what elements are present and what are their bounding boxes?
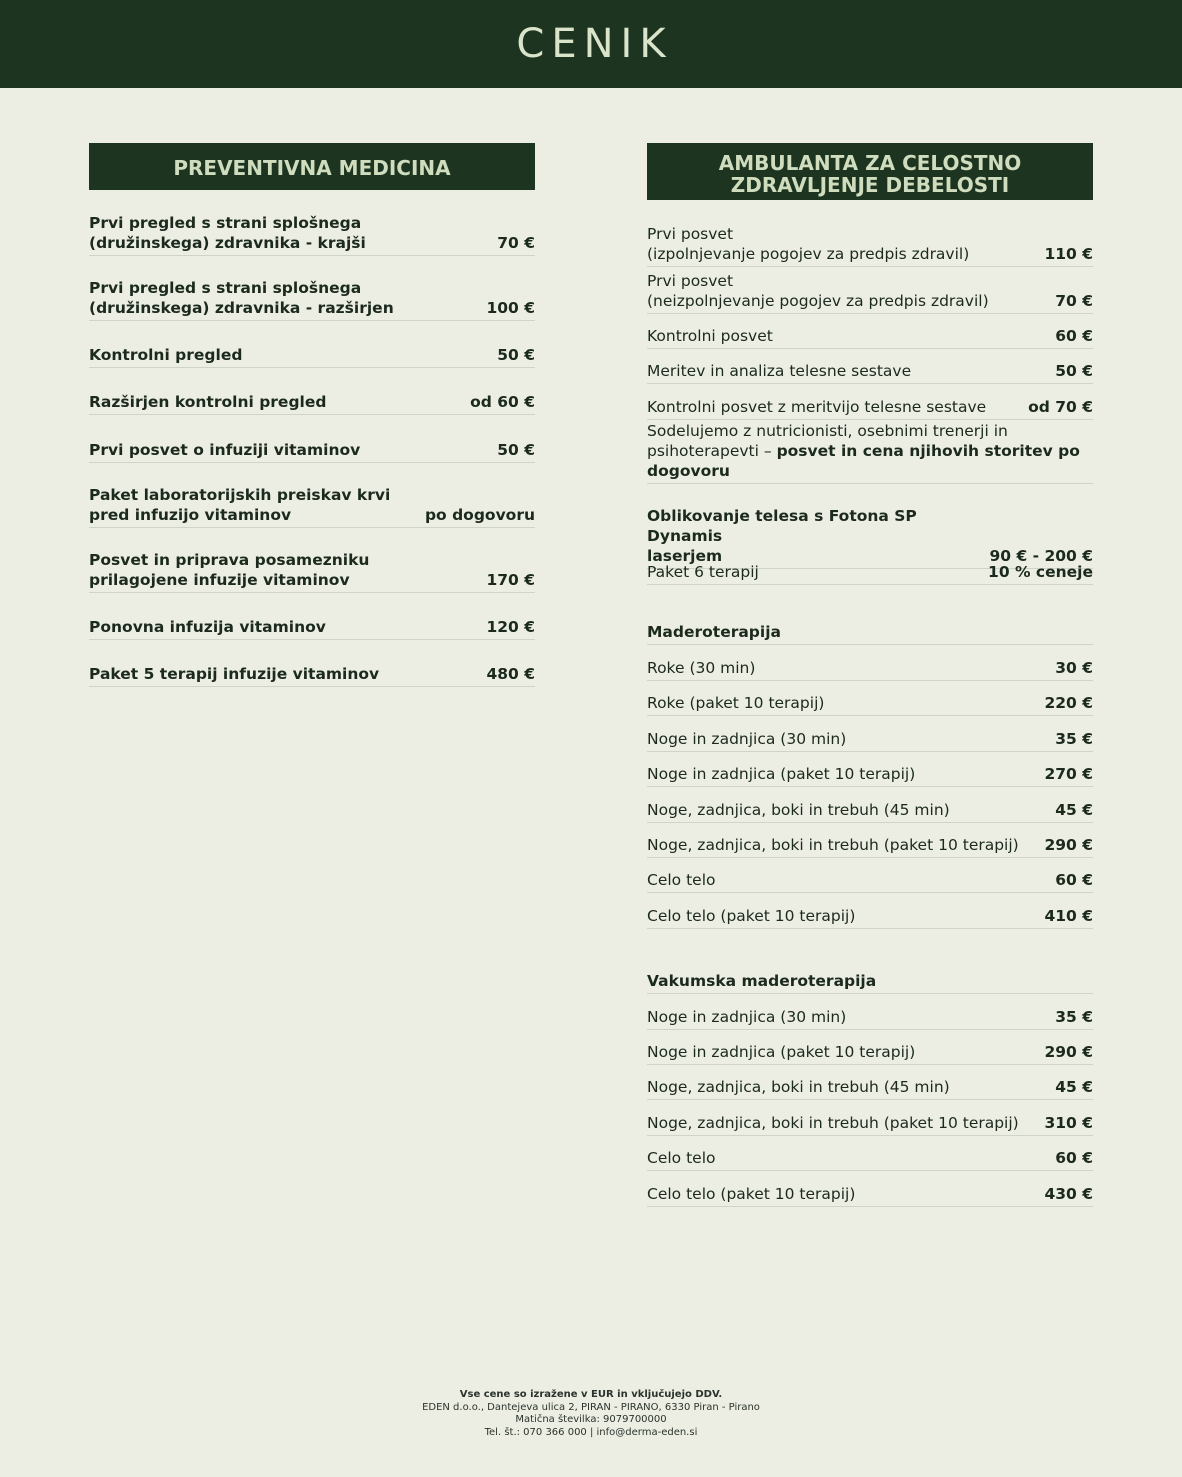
price-row: Noge in zadnjica (30 min) 35 € [647, 729, 1093, 752]
price: 100 € [486, 299, 535, 317]
price: 270 € [1044, 765, 1093, 783]
price: 45 € [1055, 801, 1093, 819]
price-row: Kontrolni posvet z meritvijo telesne sestave od 70 € [647, 397, 1093, 420]
price-row: Ponovna infuzija vitaminov 120 € [89, 617, 535, 640]
price-row: Meritev in analiza telesne sestave 50 € [647, 361, 1093, 384]
price: 110 € [1044, 245, 1093, 263]
price: 70 € [1055, 292, 1093, 310]
footer [0, 1389, 1182, 1439]
contact-info: Tel. št.: 070 366 000 | info@derma-eden.si [484, 1426, 698, 1438]
price: 220 € [1044, 694, 1093, 712]
price: od 70 € [1028, 398, 1093, 416]
price-row: Kontrolni pregled 50 € [89, 345, 535, 368]
price: 50 € [497, 346, 535, 364]
price-row: Paket laboratorijskih preiskav krvi pred infuzijo vitaminov po dogovoru [89, 485, 535, 528]
price-row: Celo telo (paket 10 terapij) 430 € [647, 1184, 1093, 1207]
price-row: Paket 6 terapij 10 % ceneje [647, 562, 1093, 585]
company-address: EDEN d.o.o., Dantejeva ulica 2, PIRAN - PIRANO, 6330 Piran - Pirano [422, 1401, 760, 1413]
price-row: Noge in zadnjica (paket 10 terapij) 270 € [647, 764, 1093, 787]
obesity-clinic-section [647, 143, 1093, 1203]
preventive-medicine-section [89, 143, 535, 683]
vacuum-maderotherapy-heading: Vakumska maderoterapija [647, 971, 1093, 994]
price-row: Prvi pregled s strani splošnega (družinskega) zdravnika - razširjen 100 € [89, 278, 535, 321]
section-banner-preventive: PREVENTIVNA MEDICINA [89, 143, 535, 190]
price-row: Celo telo 60 € [647, 1148, 1093, 1171]
price: od 60 € [470, 393, 535, 411]
price-row: Roke (paket 10 terapij) 220 € [647, 693, 1093, 716]
price-row: Prvi pregled s strani splošnega (družinskega) zdravnika - krajši 70 € [89, 213, 535, 256]
page-title: CENIK [516, 21, 673, 67]
price: 50 € [1055, 362, 1093, 380]
price: 60 € [1055, 1149, 1093, 1167]
price-row: Oblikovanje telesa s Fotona SP Dynamis laserjem 90 € - 200 € [647, 506, 1093, 569]
price-row: Prvi posvet (izpolnjevanje pogojev za predpis zdravil) 110 € [647, 224, 1093, 267]
price: 430 € [1044, 1185, 1093, 1203]
price-row: Noge, zadnjica, boki in trebuh (paket 10 terapij) 290 € [647, 835, 1093, 858]
price: 480 € [486, 665, 535, 683]
price: 45 € [1055, 1078, 1093, 1096]
price: po dogovoru [424, 506, 535, 524]
price: 35 € [1055, 1008, 1093, 1026]
price-row: Noge in zadnjica (paket 10 terapij) 290 € [647, 1042, 1093, 1065]
section-banner-obesity: AMBULANTA ZA CELOSTNO ZDRAVLJENJE DEBELOSTI [647, 143, 1093, 200]
header-bar [0, 0, 1182, 88]
price-row: Noge, zadnjica, boki in trebuh (45 min) 45 € [647, 1077, 1093, 1100]
price: 170 € [486, 571, 535, 589]
price: 50 € [497, 441, 535, 459]
price-row: Noge in zadnjica (30 min) 35 € [647, 1007, 1093, 1030]
maderotherapy-heading: Maderoterapija [647, 622, 1093, 645]
price-row: Noge, zadnjica, boki in trebuh (45 min) 45 € [647, 800, 1093, 823]
price: 60 € [1055, 327, 1093, 345]
price-row: Roke (30 min) 30 € [647, 658, 1093, 681]
collaboration-note: Sodelujemo z nutricionisti, osebnimi trenerji in psihoterapevti – posvet in cena njihovih storitev po dogovoru [647, 421, 1093, 484]
price-row: Prvi posvet o infuziji vitaminov 50 € [89, 440, 535, 463]
price: 90 € - 200 € [989, 547, 1093, 565]
price-row: Posvet in priprava posamezniku prilagojene infuzije vitaminov 170 € [89, 550, 535, 593]
vat-note: Vse cene so izražene v EUR in vključujejo DDV. [459, 1389, 723, 1400]
price: 30 € [1055, 659, 1093, 677]
price-row: Noge, zadnjica, boki in trebuh (paket 10 terapij) 310 € [647, 1113, 1093, 1136]
price: 410 € [1044, 907, 1093, 925]
price: 70 € [497, 234, 535, 252]
price: 290 € [1044, 1043, 1093, 1061]
price: 310 € [1044, 1114, 1093, 1132]
price-row: Kontrolni posvet 60 € [647, 326, 1093, 349]
price-row: Celo telo (paket 10 terapij) 410 € [647, 906, 1093, 929]
price: 120 € [486, 618, 535, 636]
price: 10 % ceneje [988, 563, 1093, 581]
price: 290 € [1044, 836, 1093, 854]
price-row: Celo telo 60 € [647, 870, 1093, 893]
price: 60 € [1055, 871, 1093, 889]
price: 35 € [1055, 730, 1093, 748]
price-row: Paket 5 terapij infuzije vitaminov 480 € [89, 664, 535, 687]
price-row: Prvi posvet (neizpolnjevanje pogojev za predpis zdravil) 70 € [647, 271, 1093, 314]
price-row: Razširjen kontrolni pregled od 60 € [89, 392, 535, 415]
registration-number: Matična številka: 9079700000 [515, 1414, 667, 1425]
